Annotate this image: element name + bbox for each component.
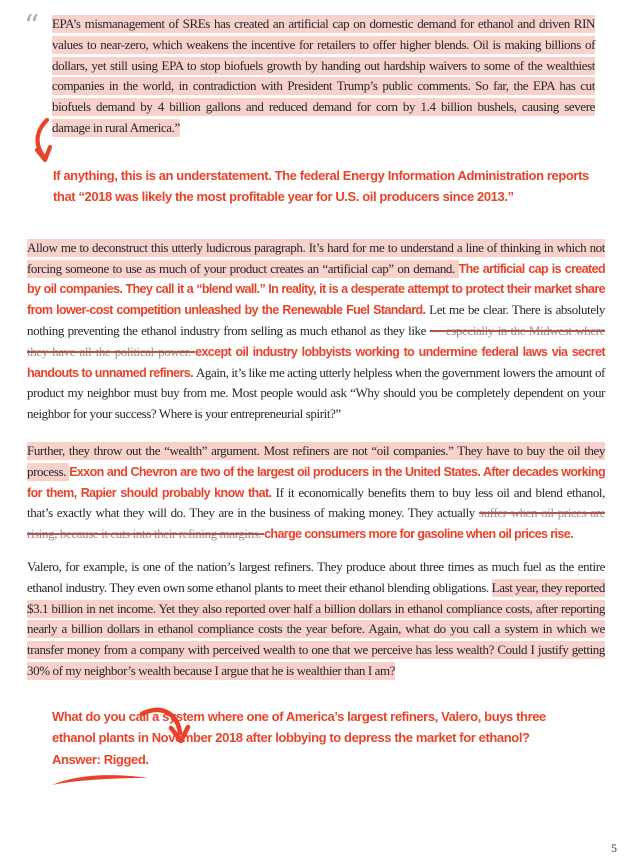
- annotation-inline-text: The artificial cap is created by oil companies. They call it a “blend wall.” In reality, it is a desperate attempt to protect their market share from lower-cost competition unleashed by the Renewable Fuel Standard.: [27, 261, 606, 318]
- highlighted-text: Allow me to deconstruct this utterly ludicrous paragraph. It’s hard for me to understand a line of thinking in which not forcing someone to use as much of your product creates an “artificial cap” on demand.: [27, 239, 605, 276]
- body-paragraph: [27, 441, 605, 545]
- body-text: Again, it’s like me acting utterly helpless when the government lowers the amount of product my neighbor must buy from me. Most people would ask “Why should you be completely dependent on your neighbor for your success? Where is your entrepreneurial spirit?”: [27, 364, 605, 422]
- quote-mark-icon: “: [24, 9, 40, 44]
- body-text: Valero, for example, is one of the nation’s largest refiners. They produce about three times as much fuel as the entire ethanol industry. They even own some ethanol plants to meet their ethanol blending obligations.: [27, 558, 605, 595]
- annotation-inline-text: except oil industry lobbyists working to undermine federal laws via secret handouts to unnamed refiners.: [27, 344, 605, 380]
- annotation-note-bottom: [52, 706, 583, 788]
- body-paragraph: [27, 557, 605, 682]
- annotation-inline-text: Exxon and Chevron are two of the largest oil producers in the United States. After decades working for them, Rapier should probably know that.: [27, 464, 605, 500]
- highlighted-text: EPA’s mismanagement of SREs has created an artificial cap on domestic demand for ethanol and driven RIN values to near-zero, which weakens the incentive for retailers to offer higher blends. Oil is making billions of dollars, yet still using EPA to stop biofuels growth by handing out hardship waivers to some of the wealthiest companies in the world, in contradiction with President Trump’s public comments. So far, the EPA has cut biofuels demand by 4 billion gallons and reduced demand for corn by 1.4 billion bushels, causing severe damage in rural America.”: [52, 16, 595, 135]
- annotation-question-text: What do you call a system where one of America’s largest refiners, Valero, buys three ethanol plants in November 2018 after lobbying to depress the market for ethanol?: [52, 708, 546, 746]
- highlighted-text: Last year, they reported $3.1 billion in net income. Yet they also reported over half a billion dollars in ethanol compliance costs, after reporting nearly a billion dollars in ethanol compliance costs the year before. Again, what do you call a system in which we transfer money from a company with perceived wealth to one that we perceive has less wealth? Could I justify getting 30% of my neighbor’s wealth because I argue that he is wealthier than I am?: [27, 579, 606, 678]
- annotation-answer-text: Answer: Rigged.: [52, 751, 149, 767]
- body-paragraph: [27, 238, 605, 425]
- page-number: 5: [611, 841, 617, 855]
- annotation-inline-text: charge consumers more for gasoline when oil prices rise.: [264, 527, 573, 542]
- annotation-note-top: If anything, this is an understatement. The federal Energy Information Administration reports that “2018 was likely the most profitable year for U.S. oil producers since 2013.”: [53, 167, 589, 205]
- body-text: If it economically benefits them to buy less oil and blend ethanol, that’s exactly what they will do. They are in the business of making money. They actually: [27, 484, 605, 521]
- pull-quote-text: [52, 14, 595, 139]
- underline-swoosh-icon: [50, 772, 150, 787]
- highlighted-text: Further, they throw out the “wealth” argument. Most refiners are not “oil companies.” They have to buy the oil they process.: [27, 442, 605, 479]
- curved-arrow-to-bottom-note-icon: [139, 703, 195, 755]
- struck-text: — especially in the Midwest where they have all the political power.: [27, 322, 605, 359]
- curved-arrow-to-top-note-icon: [32, 117, 62, 167]
- body-text: Let me be clear. There is absolutely nothing preventing the ethanol industry from selling as much ethanol as they like: [27, 302, 606, 338]
- pull-quote: [0, 0, 631, 139]
- struck-text: suffer when oil prices are rising, because it cuts into their refining margins.: [27, 505, 605, 542]
